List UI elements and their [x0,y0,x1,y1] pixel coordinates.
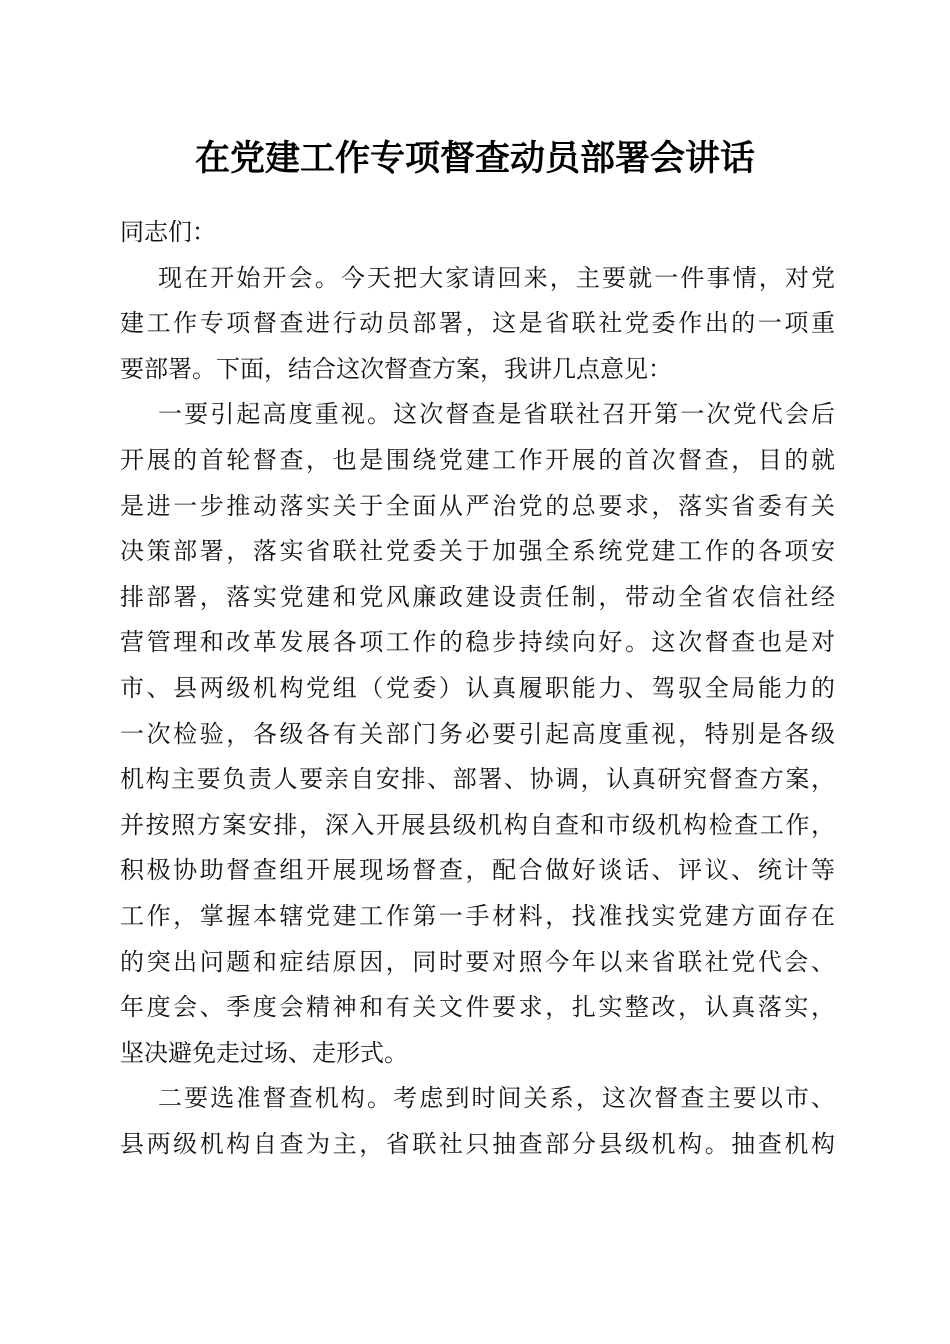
paragraph-line: 的突出问题和症结原因，同时要对照今年以来省联社党代会、 [120,947,835,976]
document-title: 在党建工作专项督查动员部署会讲话 [194,138,755,179]
document-body [120,210,835,1167]
paragraph-line: 要部署。下面，结合这次督查方案，我讲几点意见： [120,354,672,383]
paragraph-line: 一要引起高度重视。这次督查是省联社召开第一次党代会后 [158,400,835,429]
paragraph-point-two [120,1076,835,1167]
paragraph-line: 积极协助督查组开展现场督查，配合做好谈话、评议、统计等 [120,856,835,885]
paragraph-line: 是进一步推动落实关于全面从严治党的总要求，落实省委有关 [120,491,835,520]
paragraph-line: 排部署，落实党建和党风廉政建设责任制，带动全省农信社经 [120,582,835,611]
paragraph-line: 现在开始开会。今天把大家请回来，主要就一件事情，对党 [158,263,835,292]
paragraph-line: 开展的首轮督查，也是围绕党建工作开展的首次督查，目的就 [120,445,835,474]
paragraph-line: 二要选准督查机构。考虑到时间关系，这次督查主要以市、 [158,1084,835,1113]
paragraph-line: 县两级机构自查为主，省联社只抽查部分县级机构。抽查机构 [120,1129,835,1158]
paragraph-line: 机构主要负责人要亲自安排、部署、协调，认真研究督查方案， [120,765,835,794]
paragraph-line: 坚决避免走过场、走形式。 [120,1038,408,1067]
paragraph-opening [120,256,835,393]
paragraph-line: 营管理和改革发展各项工作的稳步持续向好。这次督查也是对 [120,628,835,657]
paragraph-line: 年度会、季度会精神和有关文件要求，扎实整改，认真落实， [120,993,835,1022]
salutation: 同志们： [120,218,216,246]
paragraph-line: 并按照方案安排，深入开展县级机构自查和市级机构检查工作， [120,810,835,839]
paragraph-line: 决策部署，落实省联社党委关于加强全系统党建工作的各项安 [120,537,835,566]
paragraph-line: 建工作专项督查进行动员部署，这是省联社党委作出的一项重 [120,309,835,338]
paragraph-line: 工作，掌握本辖党建工作第一手材料，找准找实党建方面存在 [120,901,835,930]
paragraph-line: 市、县两级机构党组（党委）认真履职能力、驾驭全局能力的 [120,673,835,702]
paragraph-point-one [120,392,835,1076]
paragraph-line: 一次检验，各级各有关部门务必要引起高度重视，特别是各级 [120,719,835,748]
